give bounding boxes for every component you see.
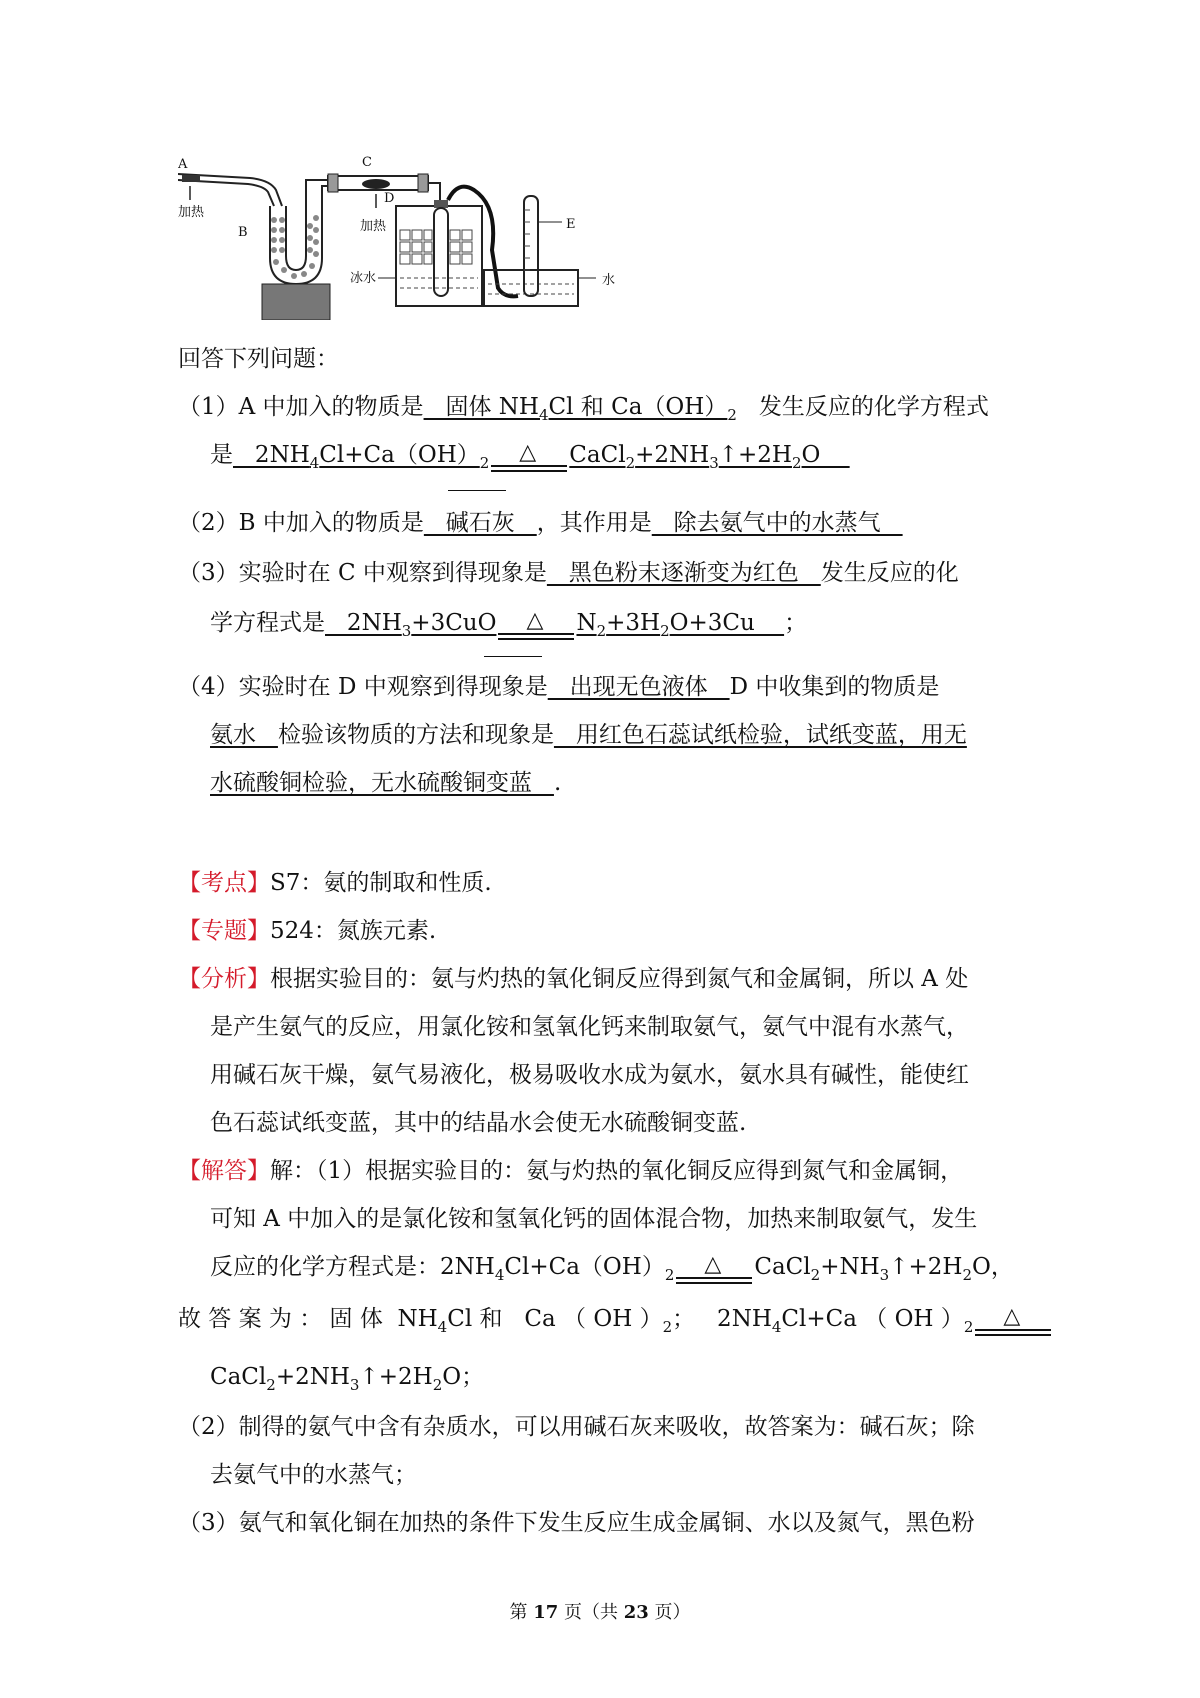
fenxi-text-4: 色石蕊试纸变蓝，其中的结晶水会使无水硫酸铜变蓝. xyxy=(210,1110,747,1136)
q4-number: （4） xyxy=(178,674,239,700)
jieda-line-3: 反应的化学方程式是：$2NH_4Cl+Ca(OH)_2$ △ $CaCl_2+NH_3↑+2H_2O$， xyxy=(210,1252,1200,1290)
q4-line-2 xyxy=(210,720,1200,750)
q2-prompt-mid: ，其作用是 xyxy=(536,510,652,536)
q3-prompt-2: 学方程式是 xyxy=(210,610,325,636)
fenxi-line-3 xyxy=(210,1060,1200,1090)
page-number: 17 xyxy=(533,1602,559,1623)
jieda-line-7 xyxy=(210,1460,1200,1490)
fenxi-line-2 xyxy=(210,1012,1200,1042)
q2-prompt: B 中加入的物质是 xyxy=(238,510,424,536)
q3-line-2 xyxy=(210,608,1200,646)
jieda-line-1 xyxy=(178,1156,1200,1186)
q1-equation-products: $CaCl_2+2NH_3↑+2H_2O$ xyxy=(569,442,850,472)
fenxi-text-1: 根据实验目的：氨与灼热的氧化铜反应得到氮气和金属铜，所以 A 处 xyxy=(270,966,969,992)
fenxi-line-1 xyxy=(178,964,1200,994)
q3-number: （3） xyxy=(178,560,239,586)
q1-sub-rule xyxy=(448,490,506,491)
q3-sub-rule xyxy=(484,656,542,657)
q1-answer-1: 固体 $NH_4Cl$ 和 $Ca(OH)_2$ xyxy=(423,394,737,424)
q2-number: （2） xyxy=(178,510,239,536)
q2-answer-1: 碱石灰 xyxy=(423,510,537,536)
page-footer: 第 17 页（共 23 页） xyxy=(509,1602,691,1623)
fenxi-line-4 xyxy=(210,1108,1200,1138)
q3-end: ； xyxy=(784,610,808,636)
jieda-line-6 xyxy=(178,1412,1200,1442)
jieda-text-2: 可知 A 中加入的是氯化铵和氢氧化钙的固体混合物，加热来制取氨气，发生 xyxy=(210,1206,978,1232)
kaodian-text: S7：氨的制取和性质. xyxy=(270,870,492,896)
fenxi-text-3: 用碱石灰干燥，氨气易液化，极易吸收水成为氨水，氨水具有碱性，能使红 xyxy=(210,1062,969,1088)
heat-equals-sign: △ xyxy=(489,448,569,478)
intro-line xyxy=(178,344,1200,374)
fenxi-text-2: 是产生氨气的反应，用氯化铵和氢氧化钙来制取氨气，氨气中混有水蒸气， xyxy=(210,1014,969,1040)
jieda-line-8 xyxy=(178,1508,1200,1538)
q3-line-1 xyxy=(178,558,1200,588)
stand-block xyxy=(262,284,330,320)
jieda-line-2 xyxy=(210,1204,1200,1234)
jieda-text-6: （2）制得的氨气中含有杂质水，可以用碱石灰来吸收，故答案为：碱石灰；除 xyxy=(178,1414,975,1440)
heat-label-1: 加热 xyxy=(178,205,205,220)
jieda-tag: 【解答】 xyxy=(178,1158,270,1184)
heat-label-2: 加热 xyxy=(360,219,387,234)
q1-line-1 xyxy=(178,392,1200,430)
q1-prompt: A 中加入的物质是 xyxy=(238,394,424,420)
kaodian-line xyxy=(178,868,1200,898)
q4-answer-2: 氨水 xyxy=(210,722,278,748)
apparatus-figure xyxy=(178,150,638,320)
page-total: 23 xyxy=(623,1602,649,1623)
q3-prompt: 实验时在 C 中观察到得现象是 xyxy=(238,560,547,586)
label-d: D xyxy=(384,191,395,206)
label-a: A xyxy=(178,157,188,172)
q3-answer-1: 黑色粉末逐渐变为红色 xyxy=(546,560,821,586)
q3-equation-products: $N_2+3H_2O+3Cu$ xyxy=(576,610,785,640)
heat-equals-sign-3: △ xyxy=(674,1260,754,1290)
q1-prompt-2: 是 xyxy=(210,442,233,468)
q4-answer-3: 用红色石蕊试纸检验，试纸变蓝，用无 xyxy=(553,722,967,748)
label-b: B xyxy=(238,225,248,240)
q4-answer-3-cont: 水硫酸铜检验，无水硫酸铜变蓝 xyxy=(210,770,554,796)
apparatus-diagram xyxy=(178,150,638,320)
q1-number: （1） xyxy=(178,394,239,420)
label-e: E xyxy=(566,217,576,232)
jieda-line-4: 故 答 案 为 ： 固 体 $NH_4Cl$ 和 Ca （ OH ）$_2$； $2NH_4Cl+Ca$ （ OH ）$_2$ △ xyxy=(178,1304,1200,1342)
jieda-text-7: 去氨气中的水蒸气； xyxy=(210,1462,417,1488)
ice-cubes xyxy=(400,230,472,264)
heat-equals-sign-4: △ xyxy=(973,1312,1053,1342)
tube-c-solid xyxy=(362,179,390,189)
q3-equation: $2NH_3+3CuO$ xyxy=(325,610,497,640)
jieda-text-8: （3）氨气和氧化铜在加热的条件下发生反应生成金属铜、水以及氮气，黑色粉 xyxy=(178,1510,975,1536)
q2-answer-2: 除去氨气中的水蒸气 xyxy=(651,510,903,536)
intro-text: 回答下列问题： xyxy=(178,346,339,372)
q2-line xyxy=(178,508,1200,538)
water-label: 水 xyxy=(602,273,616,288)
fenxi-tag: 【分析】 xyxy=(178,966,270,992)
q4-end: . xyxy=(553,770,562,796)
tube-a-solid xyxy=(182,175,200,182)
q3-prompt-cont: 发生反应的化 xyxy=(820,560,959,586)
ice-water-label: 冰水 xyxy=(350,271,377,286)
kaodian-tag: 【考点】 xyxy=(178,870,270,896)
q4-line-1 xyxy=(178,672,1200,702)
q4-prompt: 实验时在 D 中观察到得现象是 xyxy=(238,674,548,700)
jieda-text-1: 解：（1）根据实验目的：氨与灼热的氧化铜反应得到氮气和金属铜， xyxy=(270,1158,964,1184)
jieda-line-5: $CaCl_2+2NH_3↑+2H_2O$； xyxy=(210,1364,485,1394)
tube-d xyxy=(434,208,448,296)
q1-line-2 xyxy=(210,440,1200,478)
q1-equation: $2NH_4Cl+Ca(OH)_2$ xyxy=(233,442,490,472)
u-tube-b xyxy=(270,190,322,284)
zhuanti-tag: 【专题】 xyxy=(178,918,270,944)
zhuanti-text: 524：氮族元素. xyxy=(270,918,437,944)
q4-prompt-mid: 检验该物质的方法和现象是 xyxy=(277,722,554,748)
q4-answer-1: 出现无色液体 xyxy=(547,674,730,700)
heat-equals-sign-2: △ xyxy=(496,616,576,646)
zhuanti-line xyxy=(178,916,1200,946)
label-c: C xyxy=(362,155,372,170)
q1-prompt-cont: 发生反应的化学方程式 xyxy=(736,394,989,420)
q4-prompt-cont: D 中收集到的物质是 xyxy=(729,674,940,700)
q4-line-3 xyxy=(210,768,1200,798)
